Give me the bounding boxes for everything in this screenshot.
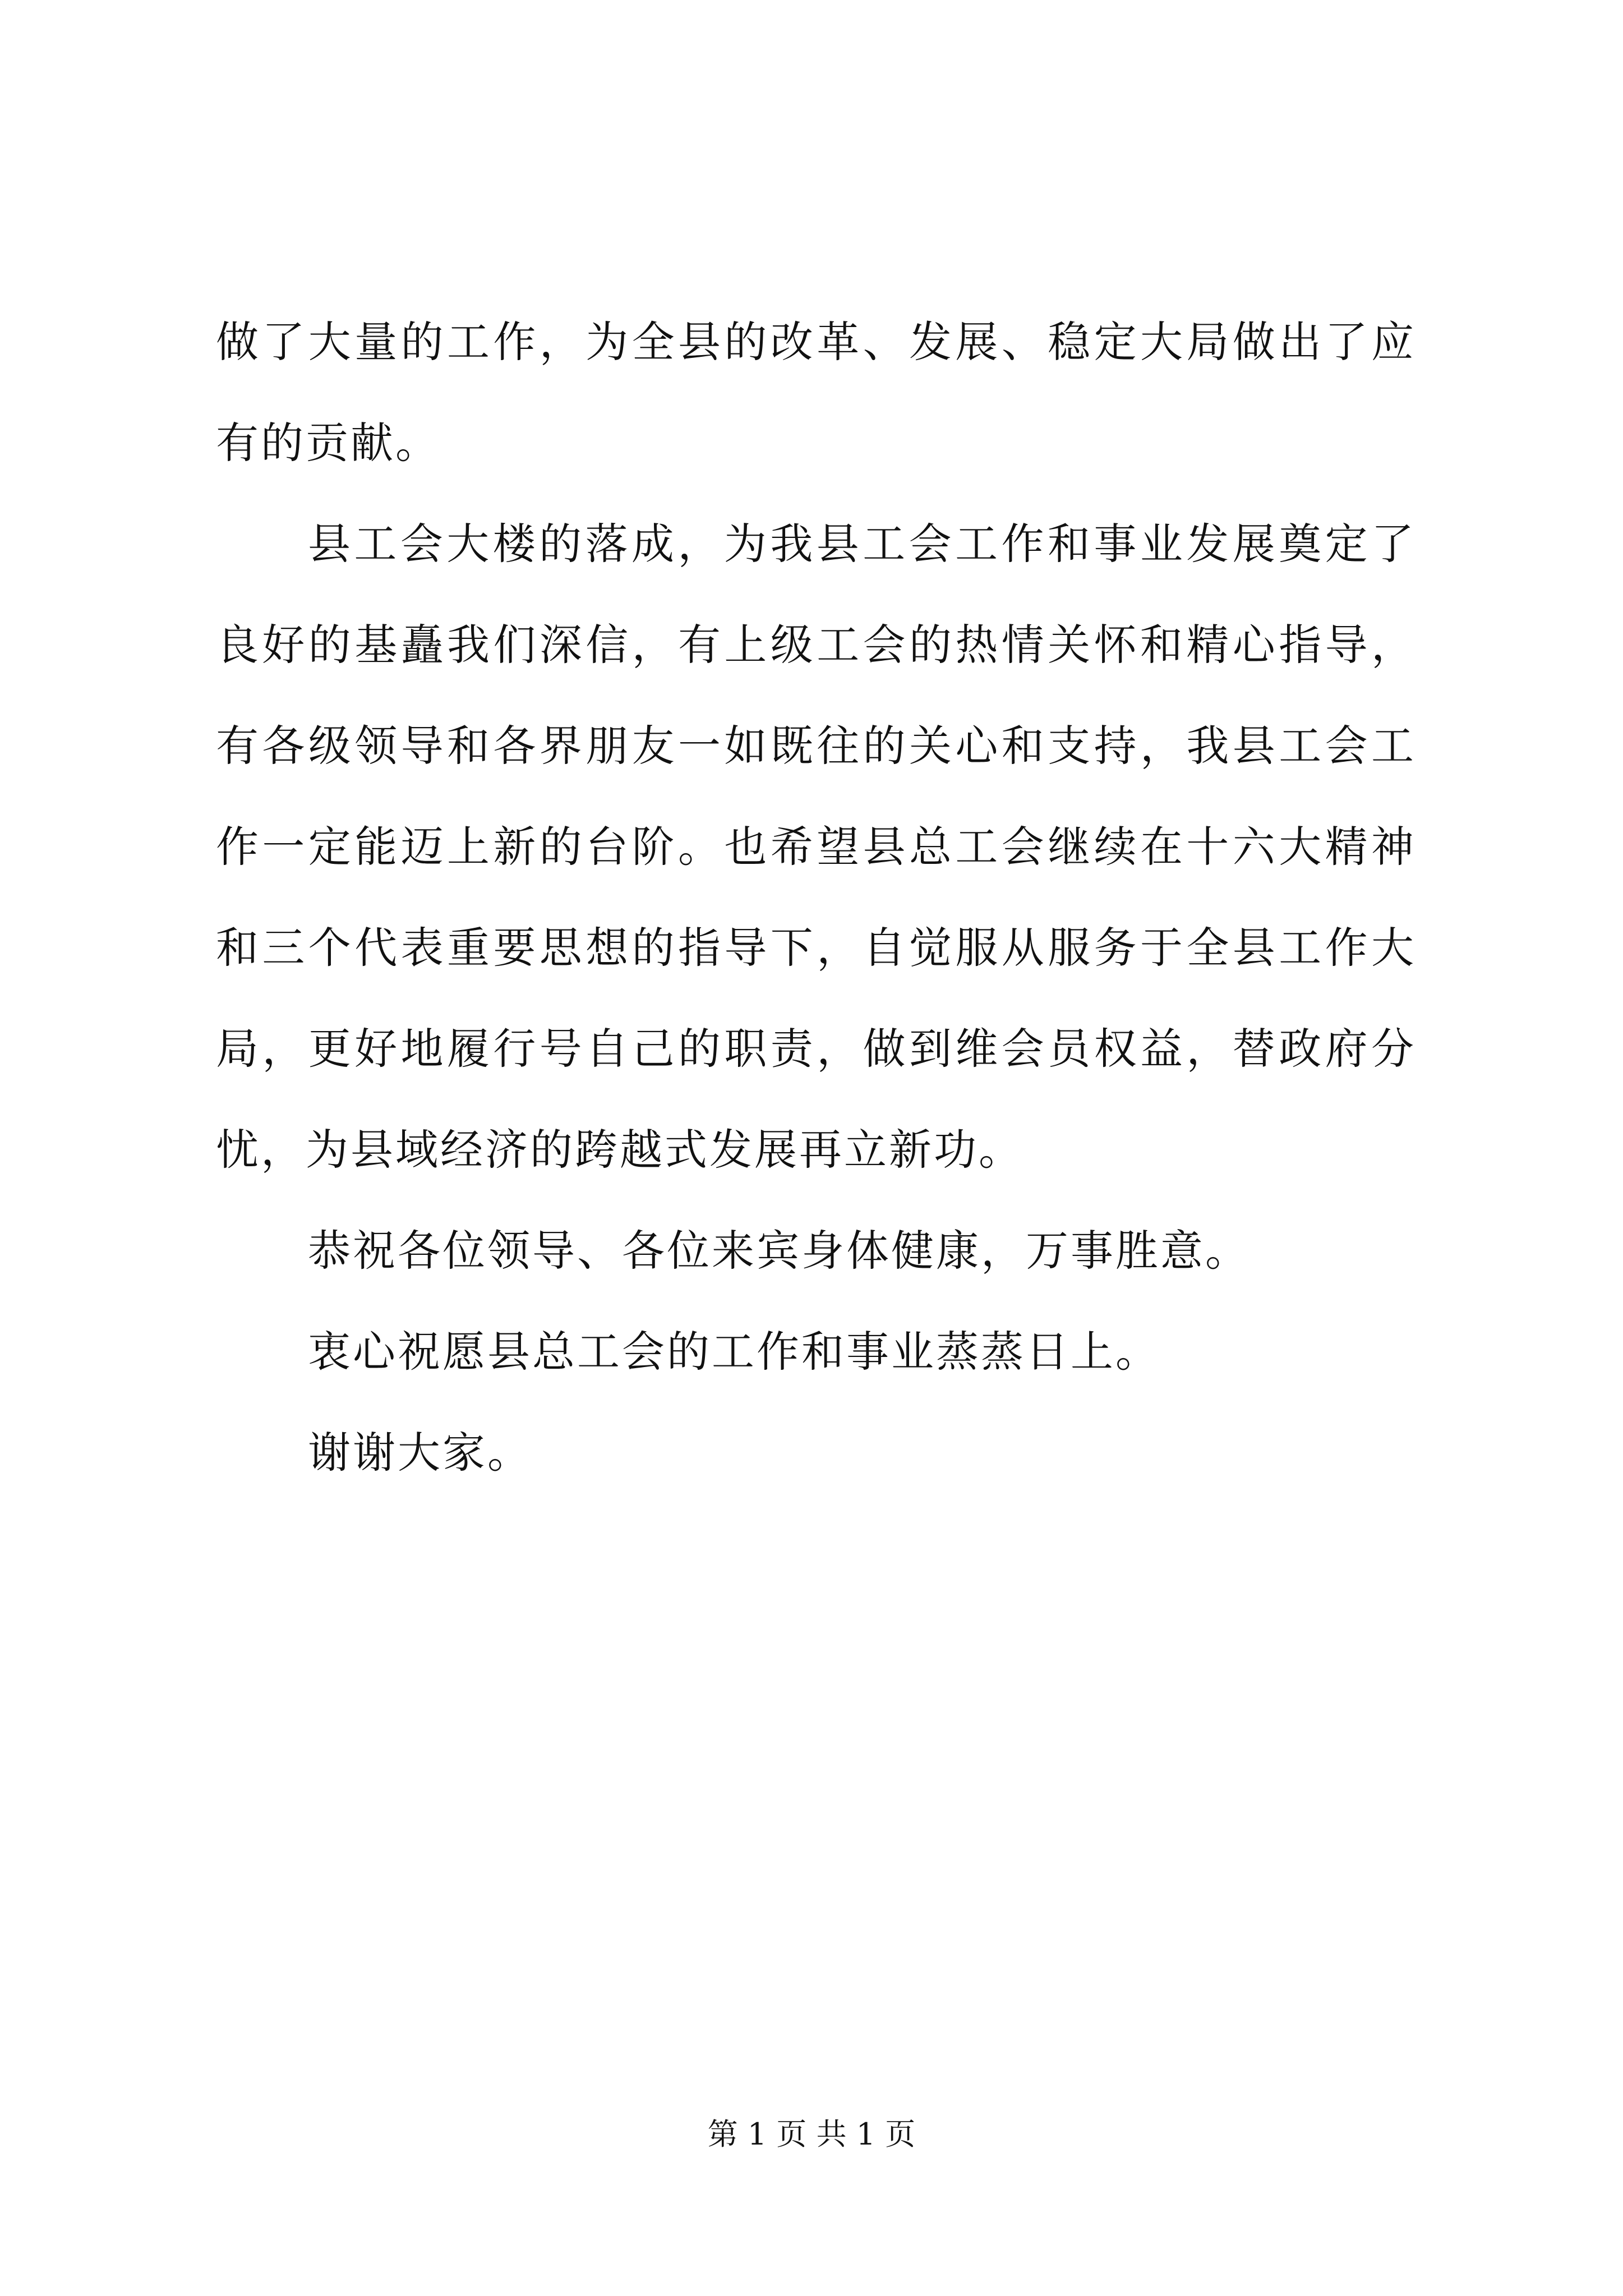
paragraph-wishes: 恭祝各位领导、各位来宾身体健康，万事胜意。 [308,1226,1250,1276]
paragraph-thanks: 谢谢大家。 [308,1428,532,1478]
paragraph-continuation: 做了大量的工作，为全县的改革、发展、稳定大局做出了应有的贡献。 [216,317,1416,468]
paragraph-main: 县工会大楼的落成，为我县工会工作和事业发展奠定了良好的基矗我们深信，有上级工会的热情关怀和精心指导，有各级领导和各界朋友一如既往的关心和支持，我县工会工作一定能迈上新的台阶。也希望县总工会继续在十六大精神和三个代表重要思想的指导下，自觉服从服务于全县工作大局，更好地履行号自己的职责，做到维会员权益，替政府分忧，为县域经济的跨越式发展再立新功。 [216,519,1416,1175]
page-footer: 第 1 页 共 1 页 [707,2116,916,2152]
paragraph-blessing: 衷心祝愿县总工会的工作和事业蒸蒸日上。 [308,1327,1160,1377]
document-body [216,292,1416,1503]
